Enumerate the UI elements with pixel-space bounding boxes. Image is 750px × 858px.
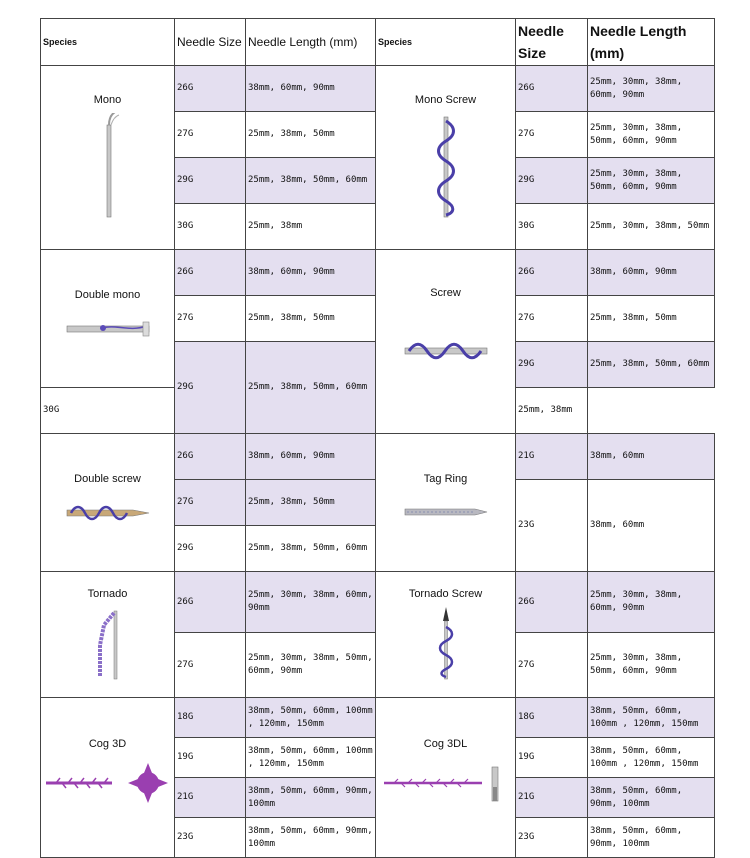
species-name: Tornado — [87, 588, 128, 600]
tag-ring-needle-icon — [401, 492, 491, 532]
gauge-cell: 21G — [516, 778, 588, 818]
species-cell-cog-3d — [41, 698, 175, 858]
gauge-cell: 23G — [175, 818, 246, 858]
gauge-cell: 23G — [516, 480, 588, 572]
mono-needle-icon — [78, 113, 138, 221]
double-screw-needle-icon — [63, 492, 153, 532]
length-cell: 25mm, 38mm, 50mm — [246, 112, 376, 158]
species-cell-double-mono — [41, 250, 175, 388]
gauge-cell: 26G — [175, 250, 246, 296]
needle-spec-table — [40, 18, 715, 858]
length-cell: 38mm, 50mm, 60mm, 100mm , 120mm, 150mm — [246, 698, 376, 738]
gauge-cell: 21G — [175, 778, 246, 818]
header-needle-size-right: Needle Size — [516, 19, 588, 66]
length-cell: 25mm, 30mm, 38mm, 50mm, 60mm, 90mm — [246, 633, 376, 698]
cog-3d-thread-icon — [44, 757, 172, 817]
gauge-cell: 26G — [175, 572, 246, 633]
mono-screw-needle-icon — [416, 113, 476, 221]
table-row — [41, 250, 715, 296]
length-cell: 38mm, 60mm, 90mm — [246, 66, 376, 112]
length-cell: 38mm, 50mm, 60mm, 100mm , 120mm, 150mm — [588, 698, 715, 738]
length-cell: 25mm, 38mm, 50mm — [246, 480, 376, 526]
length-cell: 38mm, 50mm, 60mm, 100mm , 120mm, 150mm — [588, 738, 715, 778]
length-cell: 38mm, 50mm, 60mm, 100mm , 120mm, 150mm — [246, 738, 376, 778]
table-row — [41, 572, 715, 633]
species-name: Mono — [93, 94, 122, 106]
gauge-cell: 21G — [516, 434, 588, 480]
length-cell: 38mm, 50mm, 60mm, 90mm, 100mm — [246, 818, 376, 858]
length-cell: 38mm, 60mm, 90mm — [588, 250, 715, 296]
species-cell-double-screw — [41, 434, 175, 572]
gauge-cell: 26G — [516, 66, 588, 112]
length-cell: 38mm, 60mm, 90mm — [246, 434, 376, 480]
length-cell: 25mm, 30mm, 38mm, 50mm, 60mm, 90mm — [588, 112, 715, 158]
length-cell: 38mm, 60mm — [588, 480, 715, 572]
gauge-cell: 19G — [175, 738, 246, 778]
gauge-cell: 27G — [516, 296, 588, 342]
length-cell: 38mm, 50mm, 60mm, 90mm, 100mm — [246, 778, 376, 818]
species-name: Cog 3D — [88, 738, 127, 750]
species-cell-tornado — [41, 572, 175, 698]
species-name: Mono Screw — [414, 94, 477, 106]
header-species-right: Species — [376, 19, 516, 66]
length-cell: 25mm, 38mm, 50mm, 60mm — [246, 158, 376, 204]
length-cell: 25mm, 38mm, 50mm, 60mm — [246, 342, 376, 434]
gauge-cell: 19G — [516, 738, 588, 778]
length-cell: 38mm, 60mm, 90mm — [246, 250, 376, 296]
species-cell-tag-ring — [376, 434, 516, 572]
header-needle-length: Needle Length (mm) — [246, 19, 376, 66]
gauge-cell: 27G — [516, 633, 588, 698]
gauge-cell: 23G — [516, 818, 588, 858]
gauge-cell: 30G — [41, 388, 175, 434]
gauge-cell: 29G — [175, 158, 246, 204]
length-cell: 25mm, 38mm — [516, 388, 588, 434]
tornado-needle-icon — [78, 607, 138, 681]
length-cell: 25mm, 38mm, 50mm — [588, 296, 715, 342]
tornado-screw-needle-icon — [416, 607, 476, 681]
length-cell: 25mm, 30mm, 38mm, 60mm, 90mm — [588, 572, 715, 633]
species-name: Screw — [430, 287, 461, 299]
species-name: Tornado Screw — [408, 588, 483, 600]
table-row — [41, 66, 715, 112]
gauge-cell: 18G — [175, 698, 246, 738]
gauge-cell: 27G — [516, 112, 588, 158]
length-cell: 25mm, 30mm, 38mm, 50mm, 60mm, 90mm — [588, 158, 715, 204]
length-cell: 25mm, 38mm, 50mm — [246, 296, 376, 342]
species-name: Double mono — [74, 289, 141, 301]
species-name: Tag Ring — [423, 473, 468, 485]
table-row — [41, 698, 715, 738]
gauge-cell: 27G — [175, 633, 246, 698]
header-needle-size: Needle Size — [175, 19, 246, 66]
species-cell-tornado-screw — [376, 572, 516, 698]
length-cell: 25mm, 30mm, 38mm, 60mm, 90mm — [246, 572, 376, 633]
gauge-cell: 27G — [175, 112, 246, 158]
gauge-cell: 26G — [175, 434, 246, 480]
header-species: Species — [41, 19, 175, 66]
header-row — [41, 19, 715, 66]
gauge-cell: 26G — [516, 250, 588, 296]
gauge-cell: 29G — [175, 526, 246, 572]
gauge-cell: 29G — [516, 158, 588, 204]
gauge-cell: 29G — [175, 342, 246, 434]
header-needle-length-right: Needle Length (mm) — [588, 19, 715, 66]
length-cell: 38mm, 60mm — [588, 434, 715, 480]
length-cell: 25mm, 38mm — [246, 204, 376, 250]
gauge-cell: 18G — [516, 698, 588, 738]
length-cell: 25mm, 38mm, 50mm, 60mm — [246, 526, 376, 572]
gauge-cell: 27G — [175, 480, 246, 526]
length-cell: 25mm, 38mm, 50mm, 60mm — [588, 342, 715, 388]
gauge-cell: 30G — [175, 204, 246, 250]
table-row — [41, 434, 715, 480]
species-cell-screw — [376, 250, 516, 434]
length-cell: 38mm, 50mm, 60mm, 90mm, 100mm — [588, 818, 715, 858]
species-cell-mono-screw — [376, 66, 516, 250]
gauge-cell: 26G — [516, 572, 588, 633]
species-cell-mono — [41, 66, 175, 250]
species-cell-cog-3dl — [376, 698, 516, 858]
double-mono-needle-icon — [63, 308, 153, 348]
length-cell: 25mm, 30mm, 38mm, 60mm, 90mm — [588, 66, 715, 112]
length-cell: 38mm, 50mm, 60mm, 90mm, 100mm — [588, 778, 715, 818]
screw-needle-icon — [401, 306, 491, 396]
cog-3dl-thread-icon — [382, 757, 510, 817]
species-name: Double screw — [74, 473, 141, 485]
gauge-cell: 29G — [516, 342, 588, 388]
gauge-cell: 26G — [175, 66, 246, 112]
length-cell: 25mm, 30mm, 38mm, 50mm, 60mm, 90mm — [588, 633, 715, 698]
gauge-cell: 27G — [175, 296, 246, 342]
length-cell: 25mm, 30mm, 38mm, 50mm — [588, 204, 715, 250]
gauge-cell: 30G — [516, 204, 588, 250]
species-name: Cog 3DL — [423, 738, 468, 750]
